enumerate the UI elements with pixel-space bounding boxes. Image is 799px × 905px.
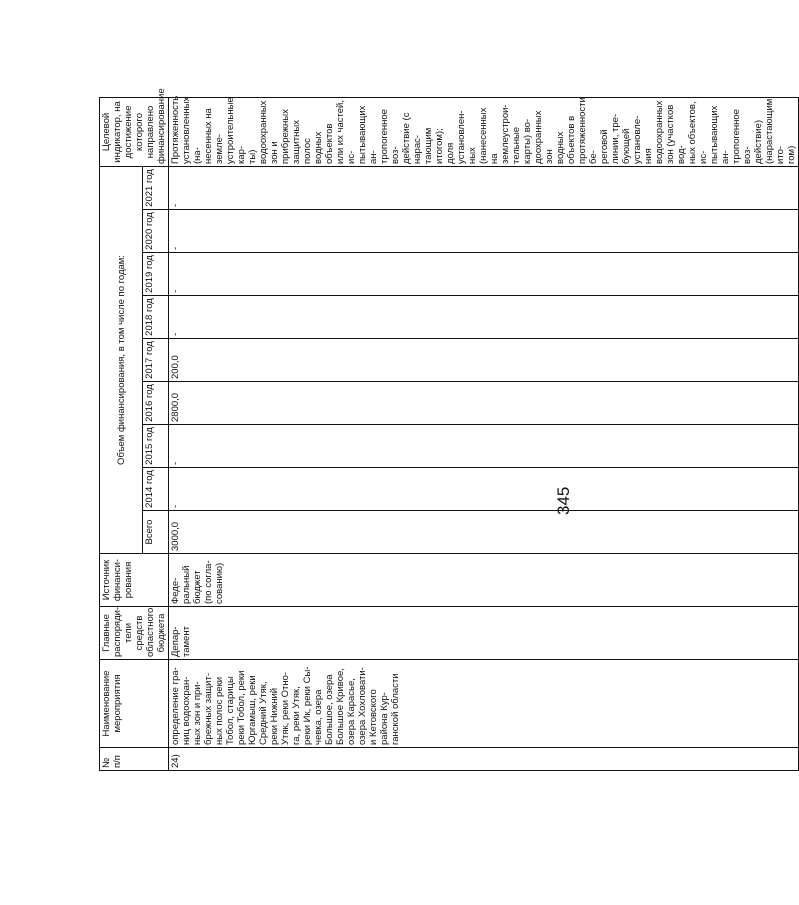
header-num: № п/п (100, 748, 169, 771)
row-year-2021: - (169, 166, 799, 209)
header-year-2016: 2016 год (143, 382, 169, 425)
header-year-2019: 2019 год (143, 253, 169, 296)
header-volume: Объем финансирования, в том числе по годам: (100, 166, 143, 553)
header-year-2020: 2020 год (143, 210, 169, 253)
row-year-2014: - (169, 468, 799, 511)
row-year-2018: - (169, 296, 799, 339)
header-target: Целевой индикатор, на достижение которого направлено финансирование (100, 97, 169, 166)
header-year-2021: 2021 год (143, 166, 169, 209)
header-total: Всего (143, 511, 169, 554)
row-year-2019: - (169, 253, 799, 296)
row-source: Феде- ральный бюджет (по согла- сованию) (169, 554, 799, 607)
financing-table (99, 88, 799, 771)
row-year-2016: 2800,0 (169, 382, 799, 425)
row-target: Протяженность установленных (на- несенных на земле- устроительные кар- ты) водоохранных зон и прибрежных защитных полос водных объектов или их частей, ис- пытывающих ан- тропогенное воз- действие (с нарас- тающим итогом); доля установлен- ных (нанесенных на землеустрои- тельные карты) во- доохранных зон водных объектов в протяженности бе- реговой линии, тре- бующей установле- ния водоохранных зон (участков вод- ных объектов, ис- пытывающих ан- тропогенное воз- действие) (нарастающим ито- гом) (169, 97, 799, 166)
row-year-2015: - (169, 425, 799, 468)
row-num: 24) (169, 748, 799, 771)
row-year-2020: - (169, 210, 799, 253)
header-year-2017: 2017 год (143, 339, 169, 382)
row-admin: Депар- тамент (169, 607, 799, 660)
header-source: Источник финанси-рования (100, 554, 169, 607)
table-row (169, 97, 799, 770)
header-admin: Главные распоряди-тели средств областного бюджета (100, 607, 169, 660)
header-year-2018: 2018 год (143, 296, 169, 339)
row-year-2017: 200,0 (169, 339, 799, 382)
header-year-2014: 2014 год (143, 468, 169, 511)
header-year-2015: 2015 год (143, 425, 169, 468)
row-total: 3000,0 (169, 511, 799, 554)
page-number: 345 (554, 486, 573, 515)
row-name: определение гра- ниц водоохран- ных зон и при- брежных защит- ных полос реки Тобол, старицы реки Тобол, реки Юргамыш, реки Средний Утяк, реки Нижний Утяк, реки Отно- га, реки Утяк, реки Ик, реки Сы- чевка, озера Большое, озера Большое Кривое, озера Карасье, озера Хохловати- и Кетовского района Кур- ганской области (169, 660, 799, 748)
header-row-1 (100, 97, 143, 770)
header-name: Наименование мероприятия (100, 660, 169, 748)
